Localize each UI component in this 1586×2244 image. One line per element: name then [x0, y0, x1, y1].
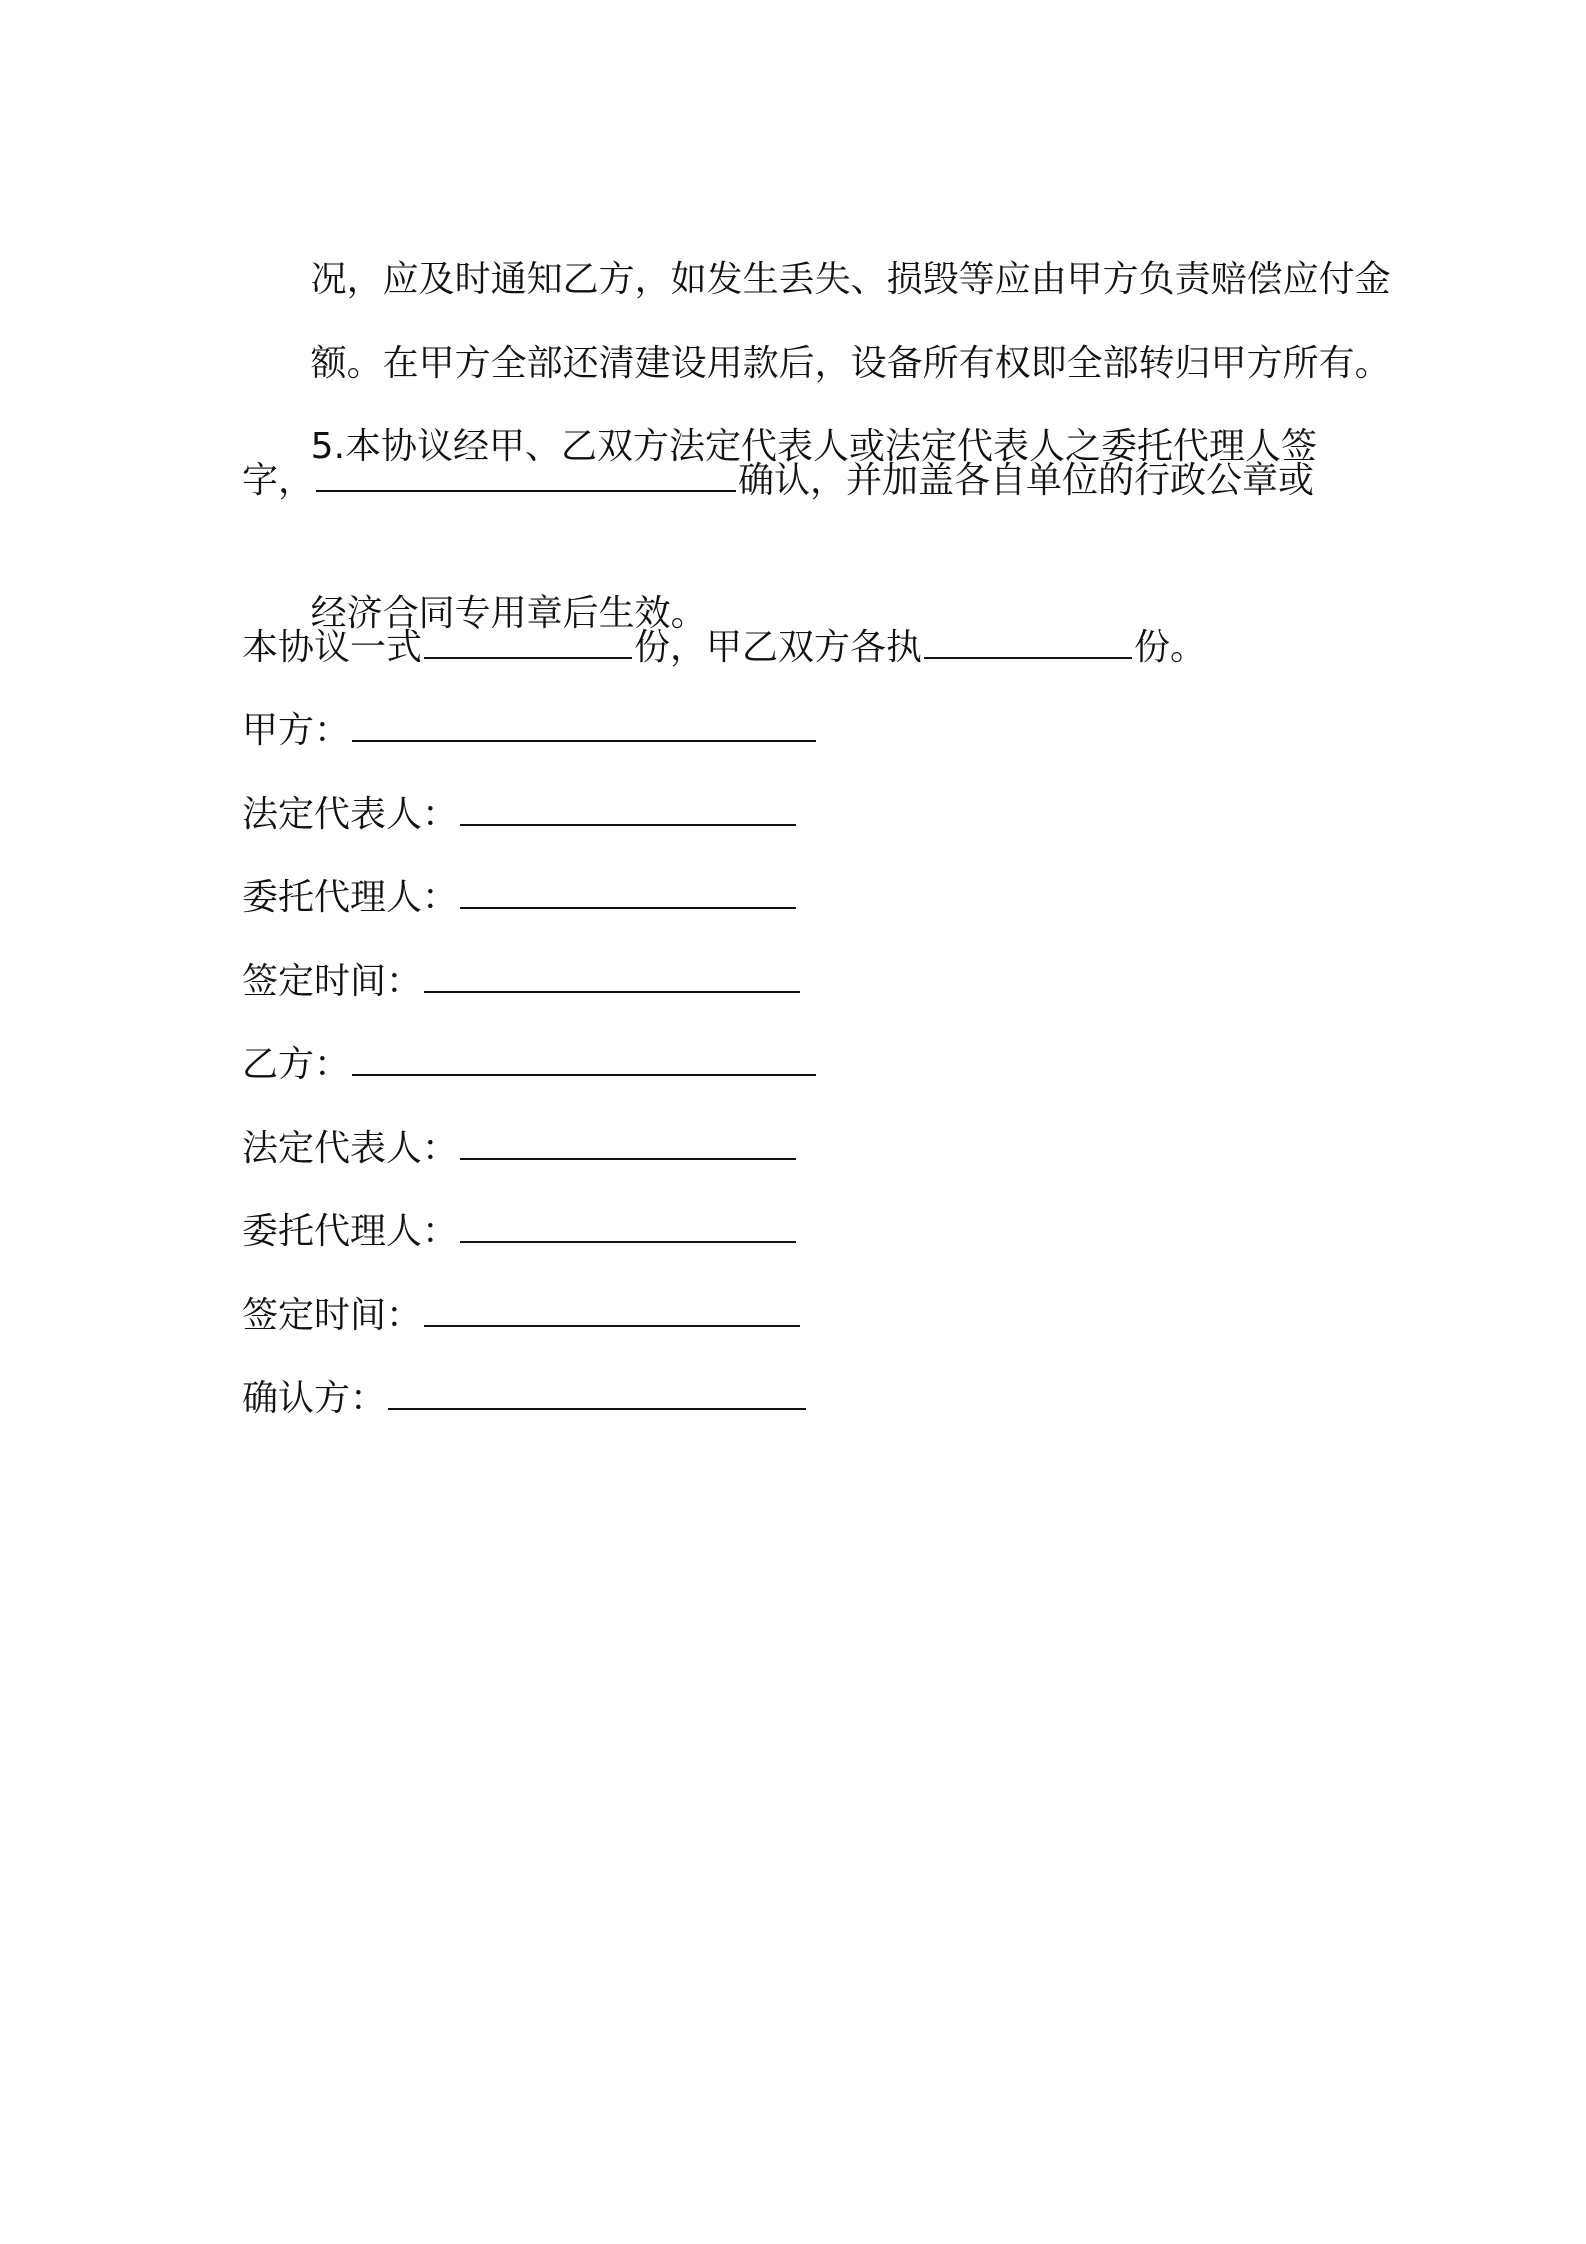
party-b-date-blank[interactable] [424, 1291, 800, 1327]
party-a-legal-rep-line [242, 790, 1352, 874]
party-a-line [242, 706, 1352, 790]
party-b-label: 乙方： [242, 1044, 351, 1085]
date-label: 签定时间： [242, 960, 423, 1002]
party-a-date-line [242, 957, 1352, 1041]
party-b-blank[interactable] [352, 1040, 816, 1076]
copies-each-blank[interactable] [924, 623, 1132, 659]
copies-total-blank[interactable] [424, 623, 632, 659]
legal-rep-label: 法定代表人： [242, 793, 459, 835]
party-a-agent-blank[interactable] [460, 873, 796, 909]
copies-line [242, 623, 1352, 707]
clause-5-line [242, 456, 1352, 540]
party-a-label: 甲方： [242, 710, 351, 751]
confirmer-line [242, 1374, 1352, 1458]
party-a-agent-line [242, 873, 1352, 957]
date-label: 签定时间： [242, 1294, 423, 1336]
party-b-legal-rep-line [242, 1124, 1352, 1208]
paragraph-text: 额。在甲方全部还清建设用款后，设备所有权即全部转归甲方所有。 [310, 342, 1391, 384]
party-a-date-blank[interactable] [424, 957, 800, 993]
document-body [242, 205, 1391, 1458]
party-b-line [242, 1040, 1352, 1124]
paragraph-text: 况，应及时通知乙方，如发生丢失、损毁等应由甲方负责赔偿应付金 [310, 259, 1391, 300]
party-b-agent-blank[interactable] [460, 1207, 796, 1243]
legal-rep-label: 法定代表人： [242, 1127, 459, 1169]
party-b-legal-rep-blank[interactable] [460, 1124, 796, 1160]
clause-5-line [242, 539, 1352, 634]
copies-text: 份，甲乙双方各执 [634, 626, 923, 668]
clause-5-text: 确认，并加盖各自单位的行政公章或 [738, 459, 1315, 501]
clause-5-text: 经济合同专用章后生效。 [310, 593, 707, 634]
party-a-legal-rep-blank[interactable] [460, 790, 796, 826]
confirmer-blank[interactable] [388, 1374, 806, 1410]
agent-label: 委托代理人： [242, 1211, 459, 1252]
copies-text: 本协议一式 [242, 626, 423, 668]
copies-text: 份。 [1134, 626, 1207, 668]
party-b-date-line [242, 1291, 1352, 1375]
clause-5-text: 字， [242, 459, 315, 501]
signature-method-blank[interactable] [316, 456, 736, 492]
agent-label: 委托代理人： [242, 877, 459, 918]
party-a-blank[interactable] [352, 706, 816, 742]
paragraph-line [242, 205, 1391, 300]
confirmer-label: 确认方： [242, 1378, 387, 1419]
party-b-agent-line [242, 1207, 1352, 1291]
clause-5-text: 5.本协议经甲、乙双方法定代表人或法定代表人之委托代理人签 [310, 426, 1318, 467]
